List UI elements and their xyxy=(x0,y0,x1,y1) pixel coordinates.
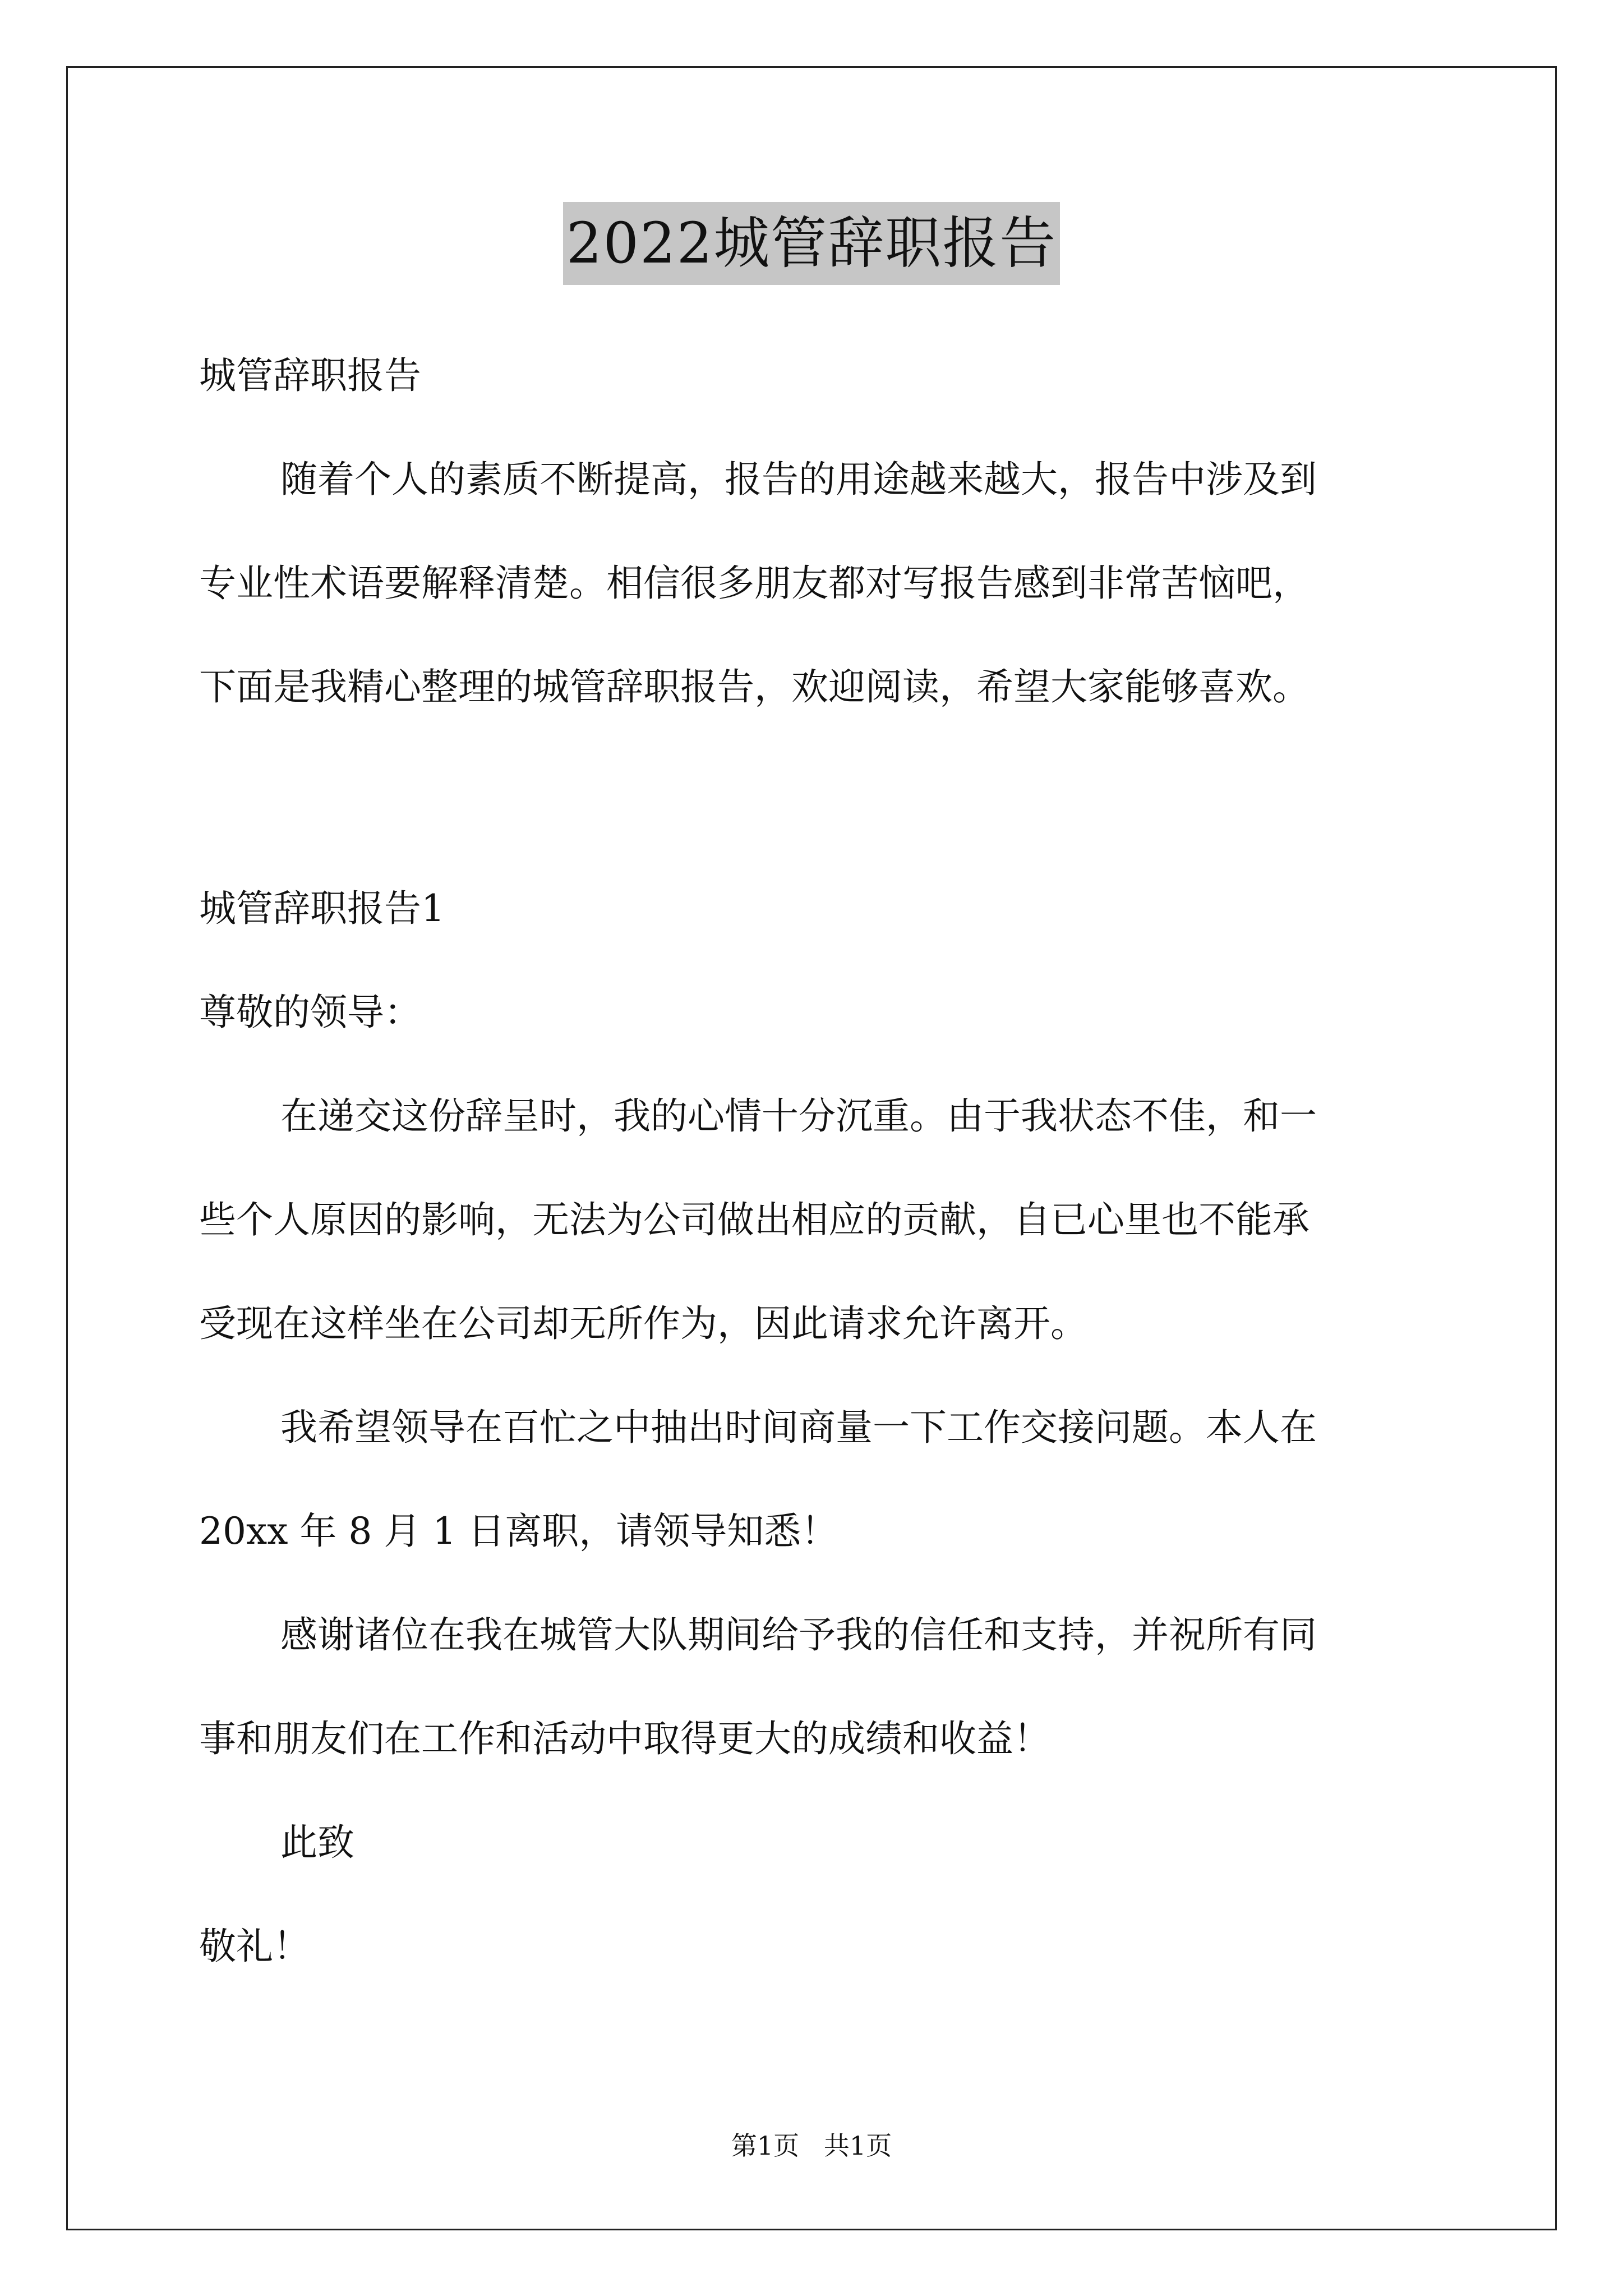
section-heading: 城管辞职报告1 xyxy=(199,887,445,930)
paragraph-line: 下面是我精心整理的城管辞职报告，欢迎阅读，希望大家能够喜欢。 xyxy=(199,665,1310,708)
paragraph-line: 我希望领导在百忙之中抽出时间商量一下工作交接问题。本人在 xyxy=(280,1406,1317,1449)
paragraph-line: 事和朋友们在工作和活动中取得更大的成绩和收益！ xyxy=(199,1717,1050,1760)
paragraph-line: 在递交这份辞呈时，我的心情十分沉重。由于我状态不佳，和一 xyxy=(280,1094,1317,1138)
paragraph-line: 受现在这样坐在公司却无所作为，因此请求允许离开。 xyxy=(199,1302,1087,1345)
title-container xyxy=(0,202,1623,285)
page-footer: 第1页 共1页 xyxy=(731,2131,892,2161)
document-title: 2022城管辞职报告 xyxy=(563,202,1061,285)
paragraph-line: 感谢诸位在我在城管大队期间给予我的信任和支持，并祝所有同 xyxy=(280,1613,1317,1657)
closing-regards: 敬礼！ xyxy=(199,1925,310,1968)
salutation: 尊敬的领导： xyxy=(199,991,421,1034)
paragraph-line: 20xx 年 8 月 1 日离职，请领导知悉！ xyxy=(199,1510,838,1553)
paragraph-line: 随着个人的素质不断提高，报告的用途越来越大，报告中涉及到 xyxy=(280,458,1317,501)
paragraph-line: 些个人原因的影响，无法为公司做出相应的贡献，自已心里也不能承 xyxy=(199,1198,1310,1241)
paragraph-line: 专业性术语要解释清楚。相信很多朋友都对写报告感到非常苦恼吧， xyxy=(199,562,1310,605)
closing-line: 此致 xyxy=(280,1821,354,1864)
intro-heading: 城管辞职报告 xyxy=(199,354,421,397)
